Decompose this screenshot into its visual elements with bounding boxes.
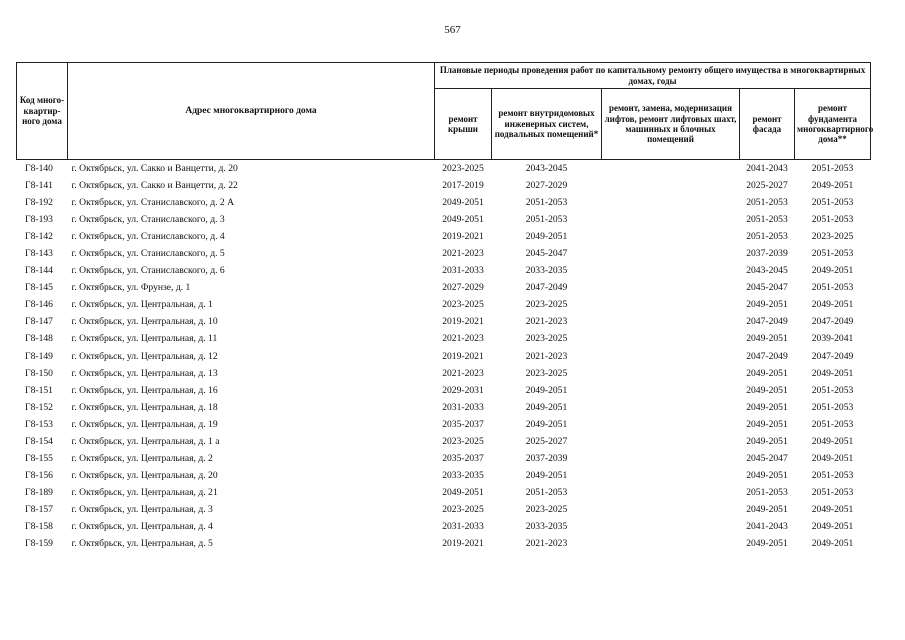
cell-facade: 2049-2051 [746, 384, 788, 396]
cell-address: г. Октябрьск, ул. Станиславского, д. 6 [71, 265, 225, 277]
cell-systems: 2023-2025 [525, 333, 568, 345]
page-number: 567 [444, 24, 461, 36]
cell-code: Г8-140 [25, 163, 53, 175]
cell-lifts [602, 296, 740, 313]
table-row [17, 348, 871, 365]
table-row [17, 160, 871, 178]
cell-lifts [602, 518, 740, 535]
cell-systems: 2027-2029 [525, 180, 568, 192]
table-row [17, 450, 871, 467]
cell-roof: 2031-2033 [442, 521, 484, 532]
cell-facade: 2049-2051 [746, 503, 788, 515]
cell-systems: 2051-2053 [525, 486, 568, 498]
cell-foundation: 2051-2053 [811, 214, 854, 226]
cell-address: г. Октябрьск, ул. Центральная, д. 20 [71, 469, 218, 481]
cell-systems: 2049-2051 [525, 418, 568, 430]
cell-foundation: 2051-2053 [811, 282, 854, 294]
cell-code: Г8-150 [25, 367, 53, 379]
cell-foundation: 2047-2049 [811, 350, 854, 362]
cell-code: Г8-157 [25, 503, 53, 515]
cell-foundation: 2047-2049 [811, 316, 854, 328]
cell-lifts [602, 245, 740, 262]
cell-foundation: 2023-2025 [811, 231, 854, 243]
cell-foundation: 2051-2053 [811, 401, 854, 413]
cell-code: Г8-153 [25, 418, 53, 430]
cell-lifts [602, 416, 740, 433]
cell-systems: 2021-2023 [525, 316, 568, 328]
cell-address: г. Октябрьск, ул. Центральная, д. 21 [71, 486, 218, 498]
table-row [17, 365, 871, 382]
cell-roof: 2035-2037 [442, 418, 484, 430]
table-row [17, 211, 871, 228]
table-row [17, 484, 871, 501]
cell-lifts [602, 262, 740, 279]
cell-roof: 2031-2033 [442, 401, 484, 413]
cell-roof: 2023-2025 [442, 163, 484, 175]
table-row [17, 279, 871, 296]
header-lifts: ремонт, замена, модернизация лифтов, ремонт лифтовых шахт, машинных и блочных помещений [602, 89, 740, 160]
cell-systems: 2049-2051 [525, 469, 568, 481]
cell-address: г. Октябрьск, ул. Сакко и Ванцетти, д. 22 [71, 180, 238, 192]
header-roof: ремонт крыши [435, 89, 492, 160]
cell-facade: 2051-2053 [746, 486, 788, 498]
cell-facade: 2049-2051 [746, 299, 788, 311]
cell-lifts [602, 279, 740, 296]
cell-code: Г8-143 [25, 248, 53, 260]
cell-facade: 2049-2051 [746, 401, 788, 413]
cell-lifts [602, 194, 740, 211]
cell-roof: 2031-2033 [442, 265, 484, 277]
table-row [17, 501, 871, 518]
cell-roof: 2021-2023 [442, 367, 484, 379]
table-row [17, 313, 871, 330]
cell-lifts [602, 160, 740, 178]
table-row [17, 194, 871, 211]
table-row [17, 262, 871, 279]
cell-code: Г8-159 [25, 538, 53, 550]
cell-roof: 2033-2035 [442, 469, 484, 481]
cell-systems: 2023-2025 [525, 299, 568, 311]
table-row [17, 382, 871, 399]
cell-address: г. Октябрьск, ул. Сакко и Ванцетти, д. 20 [71, 163, 238, 175]
cell-address: г. Октябрьск, ул. Центральная, д. 13 [71, 367, 218, 379]
cell-facade: 2049-2051 [746, 418, 788, 430]
cell-roof: 2035-2037 [442, 452, 484, 464]
table-row [17, 296, 871, 313]
cell-facade: 2043-2045 [746, 265, 788, 277]
cell-foundation: 2051-2053 [811, 469, 854, 481]
cell-roof: 2027-2029 [442, 282, 484, 294]
cell-code: Г8-144 [25, 265, 53, 277]
cell-facade: 2047-2049 [746, 350, 788, 362]
cell-code: Г8-146 [25, 299, 53, 311]
cell-roof: 2049-2051 [442, 214, 484, 226]
cell-foundation: 2049-2051 [811, 435, 854, 447]
cell-roof: 2049-2051 [442, 486, 484, 498]
header-periods: Плановые периоды проведения работ по капитальному ремонту общего имущества в многоквартирных домах, годы [435, 63, 871, 89]
cell-lifts [602, 467, 740, 484]
cell-systems: 2021-2023 [525, 350, 568, 362]
table-row [17, 245, 871, 262]
table-row [17, 535, 871, 552]
cell-roof: 2021-2023 [442, 248, 484, 260]
cell-facade: 2049-2051 [746, 538, 788, 550]
cell-foundation: 2049-2051 [811, 265, 854, 277]
cell-foundation: 2051-2053 [811, 248, 854, 260]
table-header [17, 63, 874, 160]
cell-code: Г8-189 [25, 486, 53, 498]
cell-systems: 2033-2035 [525, 265, 568, 277]
table-row [17, 467, 871, 484]
cell-roof: 2019-2021 [442, 231, 484, 243]
cell-lifts [602, 330, 740, 347]
table-body [17, 160, 871, 553]
cell-facade: 2045-2047 [746, 282, 788, 294]
header-facade: ремонт фасада [740, 89, 795, 160]
table-row [17, 518, 871, 535]
cell-foundation: 2051-2053 [811, 486, 854, 498]
cell-lifts [602, 177, 740, 194]
cell-address: г. Октябрьск, ул. Фрунзе, д. 1 [71, 282, 191, 294]
cell-roof: 2021-2023 [442, 333, 484, 345]
cell-code: Г8-149 [25, 350, 53, 362]
table-row [17, 399, 871, 416]
cell-systems: 2045-2047 [525, 248, 568, 260]
header-address: Адрес многоквартирного дома [68, 63, 435, 160]
cell-foundation: 2049-2051 [811, 367, 854, 379]
cell-roof: 2019-2021 [442, 350, 484, 362]
cell-roof: 2023-2025 [442, 435, 484, 447]
cell-foundation: 2049-2051 [811, 538, 854, 550]
cell-address: г. Октябрьск, ул. Центральная, д. 2 [71, 452, 213, 464]
cell-address: г. Октябрьск, ул. Центральная, д. 12 [71, 350, 218, 362]
cell-systems: 2047-2049 [525, 282, 568, 294]
cell-address: г. Октябрьск, ул. Станиславского, д. 4 [71, 231, 225, 243]
cell-foundation: 2051-2053 [811, 163, 854, 175]
cell-address: г. Октябрьск, ул. Центральная, д. 5 [71, 538, 213, 550]
cell-systems: 2025-2027 [525, 435, 568, 447]
cell-lifts [602, 348, 740, 365]
cell-code: Г8-141 [25, 180, 53, 192]
cell-systems: 2049-2051 [525, 401, 568, 413]
cell-facade: 2051-2053 [746, 197, 788, 209]
cell-lifts [602, 365, 740, 382]
cell-facade: 2051-2053 [746, 231, 788, 243]
cell-address: г. Октябрьск, ул. Станиславского, д. 5 [71, 248, 225, 260]
cell-address: г. Октябрьск, ул. Центральная, д. 4 [71, 521, 213, 532]
cell-address: г. Октябрьск, ул. Станиславского, д. 3 [71, 214, 225, 226]
header-systems: ремонт внутридомовых инженерных систем, подвальных помещений* [492, 89, 602, 160]
cell-code: Г8-155 [25, 452, 53, 464]
cell-roof: 2023-2025 [442, 503, 484, 515]
cell-foundation: 2049-2051 [811, 299, 854, 311]
cell-systems: 2049-2051 [525, 384, 568, 396]
cell-code: Г8-148 [25, 333, 53, 345]
table-row [17, 330, 871, 347]
header-code: Код много-квартир-ного дома [17, 63, 68, 160]
cell-foundation: 2049-2051 [811, 503, 854, 515]
cell-facade: 2047-2049 [746, 316, 788, 328]
cell-lifts [602, 211, 740, 228]
cell-systems: 2023-2025 [525, 367, 568, 379]
cell-address: г. Октябрьск, ул. Центральная, д. 1 а [71, 435, 220, 447]
table-row [17, 416, 871, 433]
cell-facade: 2049-2051 [746, 435, 788, 447]
cell-systems: 2037-2039 [525, 452, 568, 464]
cell-systems: 2021-2023 [525, 538, 568, 550]
cell-foundation: 2049-2051 [811, 521, 854, 532]
cell-address: г. Октябрьск, ул. Центральная, д. 11 [71, 333, 218, 345]
table-row [17, 177, 871, 194]
cell-lifts [602, 535, 740, 552]
cell-facade: 2049-2051 [746, 333, 788, 345]
cell-roof: 2049-2051 [442, 197, 484, 209]
cell-foundation: 2039-2041 [811, 333, 854, 345]
cell-foundation: 2049-2051 [811, 180, 854, 192]
cell-code: Г8-156 [25, 469, 53, 481]
cell-code: Г8-151 [25, 384, 53, 396]
cell-lifts [602, 399, 740, 416]
cell-systems: 2051-2053 [525, 214, 568, 226]
table-row [17, 228, 871, 245]
cell-facade: 2041-2043 [746, 521, 788, 532]
cell-address: г. Октябрьск, ул. Центральная, д. 3 [71, 503, 213, 515]
cell-facade: 2037-2039 [746, 248, 788, 260]
cell-address: г. Октябрьск, ул. Станиславского, д. 2 А [71, 197, 235, 209]
cell-facade: 2045-2047 [746, 452, 788, 464]
cell-systems: 2033-2035 [525, 521, 568, 532]
cell-code: Г8-152 [25, 401, 53, 413]
cell-lifts [602, 433, 740, 450]
cell-facade: 2025-2027 [746, 180, 788, 192]
cell-foundation: 2051-2053 [811, 197, 854, 209]
repair-schedule-table [16, 62, 874, 552]
cell-systems: 2049-2051 [525, 231, 568, 243]
cell-code: Г8-158 [25, 521, 53, 532]
cell-systems: 2023-2025 [525, 503, 568, 515]
cell-facade: 2049-2051 [746, 367, 788, 379]
cell-foundation: 2051-2053 [811, 384, 854, 396]
cell-roof: 2019-2021 [442, 538, 484, 550]
cell-lifts [602, 450, 740, 467]
cell-code: Г8-145 [25, 282, 53, 294]
cell-foundation: 2051-2053 [811, 418, 854, 430]
cell-lifts [602, 228, 740, 245]
cell-code: Г8-142 [25, 231, 53, 243]
cell-roof: 2017-2019 [442, 180, 484, 192]
table-row [17, 433, 871, 450]
cell-facade: 2041-2043 [746, 163, 788, 175]
cell-roof: 2029-2031 [442, 384, 484, 396]
cell-facade: 2051-2053 [746, 214, 788, 226]
cell-address: г. Октябрьск, ул. Центральная, д. 19 [71, 418, 218, 430]
cell-code: Г8-147 [25, 316, 53, 328]
cell-lifts [602, 501, 740, 518]
cell-systems: 2043-2045 [525, 163, 568, 175]
cell-address: г. Октябрьск, ул. Центральная, д. 16 [71, 384, 218, 396]
cell-lifts [602, 484, 740, 501]
header-foundation: ремонт фундамента многоквартирного дома** [795, 89, 871, 160]
cell-facade: 2049-2051 [746, 469, 788, 481]
cell-foundation: 2049-2051 [811, 452, 854, 464]
cell-systems: 2051-2053 [525, 197, 568, 209]
cell-code: Г8-193 [25, 214, 53, 226]
cell-address: г. Октябрьск, ул. Центральная, д. 18 [71, 401, 218, 413]
cell-roof: 2023-2025 [442, 299, 484, 311]
cell-address: г. Октябрьск, ул. Центральная, д. 1 [71, 299, 213, 311]
cell-lifts [602, 313, 740, 330]
cell-address: г. Октябрьск, ул. Центральная, д. 10 [71, 316, 218, 328]
cell-code: Г8-192 [25, 197, 53, 209]
cell-code: Г8-154 [25, 435, 53, 447]
cell-roof: 2019-2021 [442, 316, 484, 328]
cell-lifts [602, 382, 740, 399]
